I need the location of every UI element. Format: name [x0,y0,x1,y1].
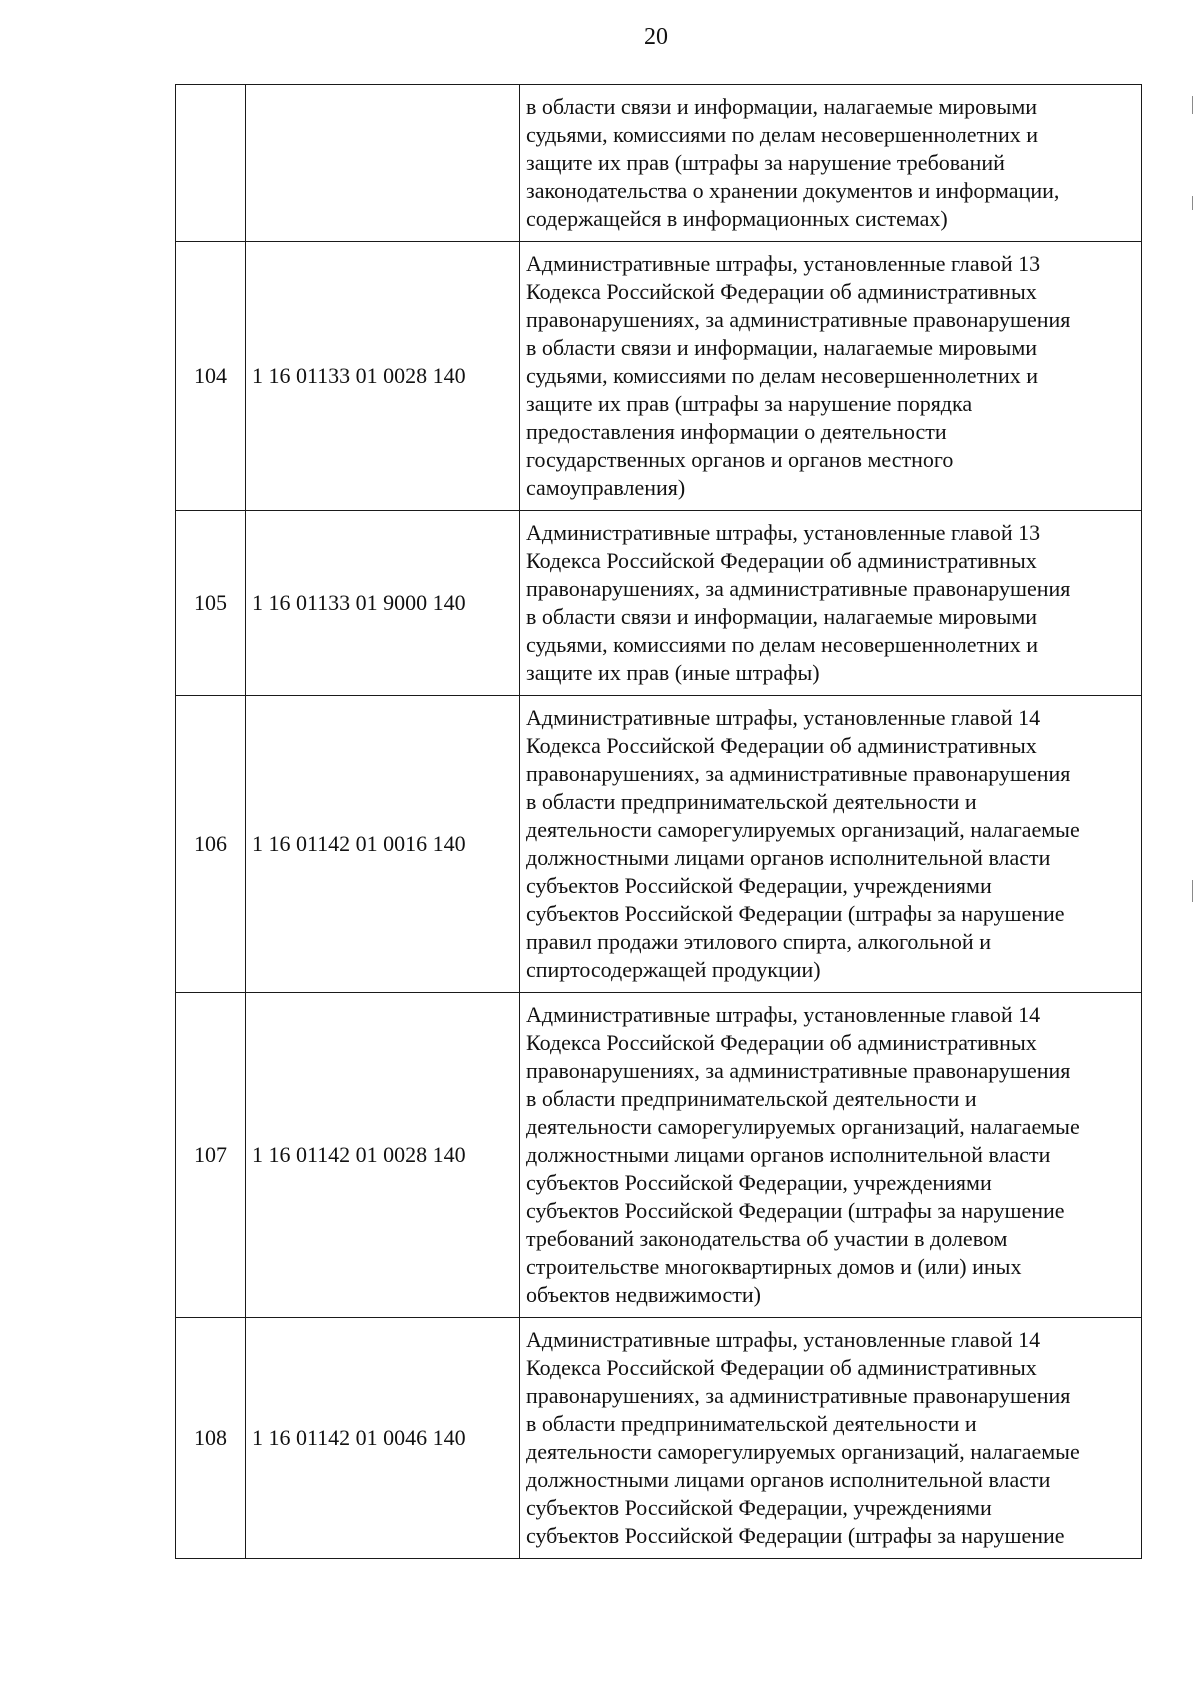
row-number: 108 [176,1318,246,1559]
description-line: субъектов Российской Федерации (штрафы за нарушение [526,901,1065,926]
description-line: правонарушениях, за административные правонарушения [526,1383,1071,1408]
description-line: Кодекса Российской Федерации об административных [526,1030,1037,1055]
description-line: в области связи и информации, налагаемые мировыми [526,94,1038,119]
description-line: судьями, комиссиями по делам несовершеннолетних и [526,363,1039,388]
row-number: 105 [176,511,246,696]
table-row [176,242,1142,511]
description-line: правонарушениях, за административные правонарушения [526,576,1071,601]
budget-code: 1 16 01142 01 0016 140 [246,696,520,993]
page-number: 20 [644,24,668,50]
description-line: судьями, комиссиями по делам несовершеннолетних и [526,122,1039,147]
description-line: деятельности саморегулируемых организаций, налагаемые [526,1114,1080,1139]
row-number: 106 [176,696,246,993]
description-line: государственных органов и органов местного [526,447,954,472]
description-line: Административные штрафы, установленные главой 13 [526,520,1041,545]
table-row [176,696,1142,993]
description-line: законодательства о хранении документов и информации, [526,178,1060,203]
description-line: Кодекса Российской Федерации об административных [526,1355,1037,1380]
description-line: правил продажи этилового спирта, алкогольной и [526,929,991,954]
description-line: субъектов Российской Федерации (штрафы за нарушение [526,1523,1065,1548]
scan-mark [1192,196,1193,210]
description-line: в области предпринимательской деятельности и [526,1086,977,1111]
description-line: субъектов Российской Федерации, учреждениями [526,873,992,898]
description-line: Административные штрафы, установленные главой 13 [526,251,1041,276]
description-line: субъектов Российской Федерации, учреждениями [526,1170,992,1195]
budget-code [246,85,520,242]
description-line: предоставления информации о деятельности [526,419,947,444]
table-row [176,85,1142,242]
row-description [520,993,1142,1318]
budget-code: 1 16 01133 01 0028 140 [246,242,520,511]
description-line: Административные штрафы, установленные главой 14 [526,1327,1041,1352]
description-line: субъектов Российской Федерации (штрафы за нарушение [526,1198,1065,1223]
description-line: Административные штрафы, установленные главой 14 [526,1002,1041,1027]
row-description [520,85,1142,242]
description-line: в области связи и информации, налагаемые мировыми [526,335,1038,360]
description-line: защите их прав (штрафы за нарушение порядка [526,391,973,416]
description-line: Кодекса Российской Федерации об административных [526,548,1037,573]
row-description [520,242,1142,511]
table-row [176,511,1142,696]
row-number: 107 [176,993,246,1318]
description-line: должностными лицами органов исполнительной власти [526,1467,1051,1492]
fines-table [175,84,1142,1559]
row-description [520,1318,1142,1559]
description-line: правонарушениях, за административные правонарушения [526,307,1071,332]
description-line: в области связи и информации, налагаемые мировыми [526,604,1038,629]
description-line: строительстве многоквартирных домов и (или) иных [526,1254,1022,1279]
description-line: Кодекса Российской Федерации об административных [526,733,1037,758]
budget-code: 1 16 01133 01 9000 140 [246,511,520,696]
description-line: должностными лицами органов исполнительной власти [526,845,1051,870]
description-line: в области предпринимательской деятельности и [526,1411,977,1436]
description-line: требований законодательства об участии в долевом [526,1226,1008,1251]
description-line: защите их прав (иные штрафы) [526,660,820,685]
row-description [520,696,1142,993]
budget-code: 1 16 01142 01 0028 140 [246,993,520,1318]
description-line: самоуправления) [526,475,686,500]
description-line: Кодекса Российской Федерации об административных [526,279,1037,304]
scan-mark [1192,96,1193,114]
description-line: должностными лицами органов исполнительной власти [526,1142,1051,1167]
description-line: в области предпринимательской деятельности и [526,789,977,814]
row-description [520,511,1142,696]
description-line: объектов недвижимости) [526,1282,761,1307]
description-line: защите их прав (штрафы за нарушение требований [526,150,1005,175]
description-line: субъектов Российской Федерации, учреждениями [526,1495,992,1520]
description-line: судьями, комиссиями по делам несовершеннолетних и [526,632,1039,657]
description-line: деятельности саморегулируемых организаций, налагаемые [526,1439,1080,1464]
description-line: Административные штрафы, установленные главой 14 [526,705,1041,730]
description-line: спиртосодержащей продукции) [526,957,821,982]
row-number: 104 [176,242,246,511]
row-number [176,85,246,242]
description-line: правонарушениях, за административные правонарушения [526,761,1071,786]
description-line: деятельности саморегулируемых организаций, налагаемые [526,817,1080,842]
description-line: содержащейся в информационных системах) [526,206,948,231]
description-line: правонарушениях, за административные правонарушения [526,1058,1071,1083]
table-row [176,993,1142,1318]
scan-mark [1192,880,1193,902]
budget-code: 1 16 01142 01 0046 140 [246,1318,520,1559]
table-row [176,1318,1142,1559]
